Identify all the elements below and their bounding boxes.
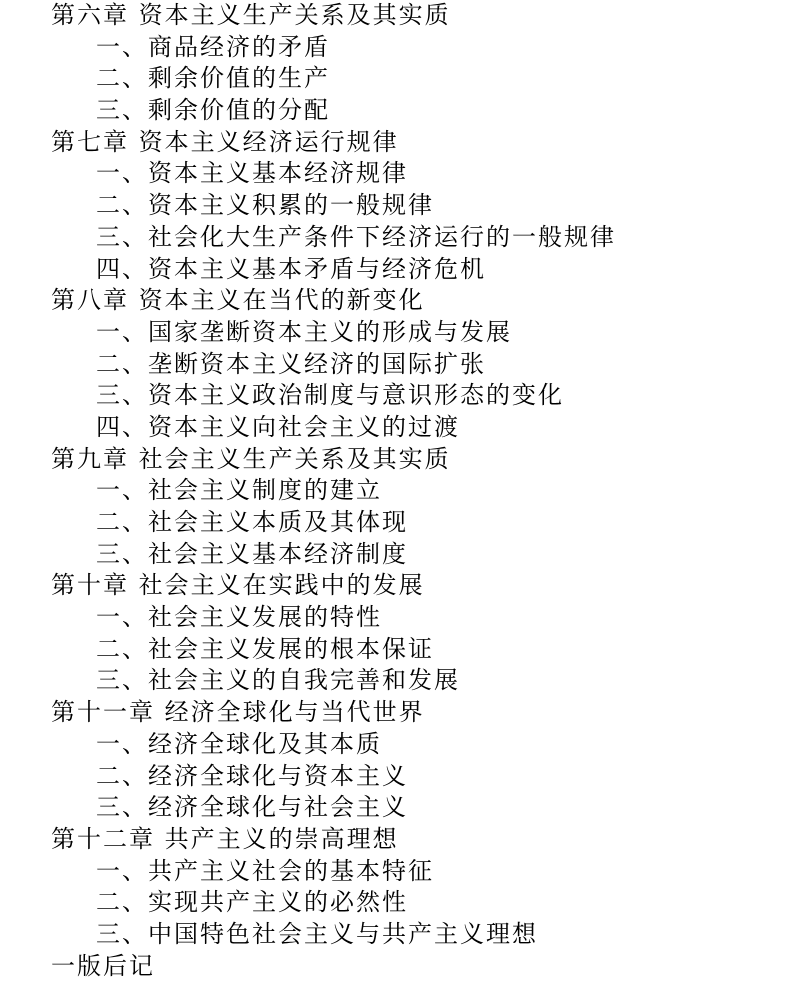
toc-section[interactable]: 三、社会主义的自我完善和发展 [96, 666, 460, 695]
toc-chapter[interactable]: 第十章 社会主义在实践中的发展 [51, 571, 425, 600]
toc-section[interactable]: 一、经济全球化及其本质 [96, 729, 382, 758]
toc-section[interactable]: 二、实现共产主义的必然性 [96, 888, 408, 917]
toc-section[interactable]: 三、经济全球化与社会主义 [96, 793, 408, 822]
toc-chapter[interactable]: 第六章 资本主义生产关系及其实质 [51, 1, 451, 29]
toc-section[interactable]: 四、资本主义向社会主义的过渡 [96, 412, 460, 441]
toc-section[interactable]: 一、资本主义基本经济规律 [96, 159, 408, 188]
toc-section[interactable]: 二、社会主义发展的根本保证 [96, 634, 434, 663]
toc-chapter[interactable]: 第十二章 共产主义的崇高理想 [51, 824, 399, 853]
toc-section[interactable]: 二、社会主义本质及其体现 [96, 508, 408, 536]
toc-section[interactable]: 三、社会化大生产条件下经济运行的一般规律 [96, 222, 616, 251]
toc-chapter[interactable]: 第九章 社会主义生产关系及其实质 [51, 444, 451, 473]
toc-section[interactable]: 一、社会主义制度的建立 [96, 476, 382, 505]
toc-section[interactable]: 一、商品经济的矛盾 [96, 32, 330, 61]
toc-chapter[interactable]: 第七章 资本主义经济运行规律 [51, 127, 399, 156]
toc-section[interactable]: 一、国家垄断资本主义的形成与发展 [96, 317, 512, 346]
toc-section[interactable]: 四、资本主义基本矛盾与经济危机 [96, 254, 486, 283]
toc-section[interactable]: 三、资本主义政治制度与意识形态的变化 [96, 381, 564, 410]
toc-section[interactable]: 二、垄断资本主义经济的国际扩张 [96, 349, 486, 378]
toc-section[interactable]: 三、剩余价值的分配 [96, 96, 330, 125]
toc-section[interactable]: 一、共产主义社会的基本特征 [96, 856, 434, 885]
toc-section[interactable]: 二、剩余价值的生产 [96, 64, 330, 93]
table-of-contents [51, 0, 616, 982]
toc-chapter[interactable]: 第八章 资本主义在当代的新变化 [51, 286, 425, 315]
toc-section[interactable]: 三、社会主义基本经济制度 [96, 539, 408, 568]
toc-chapter[interactable]: 第十一章 经济全球化与当代世界 [51, 698, 425, 727]
toc-section[interactable]: 二、经济全球化与资本主义 [96, 761, 408, 790]
toc-section[interactable]: 一、社会主义发展的特性 [96, 603, 382, 632]
toc-postscript[interactable]: 一版后记 [51, 951, 155, 980]
toc-section[interactable]: 二、资本主义积累的一般规律 [96, 191, 434, 220]
toc-section[interactable]: 三、中国特色社会主义与共产主义理想 [96, 919, 538, 948]
